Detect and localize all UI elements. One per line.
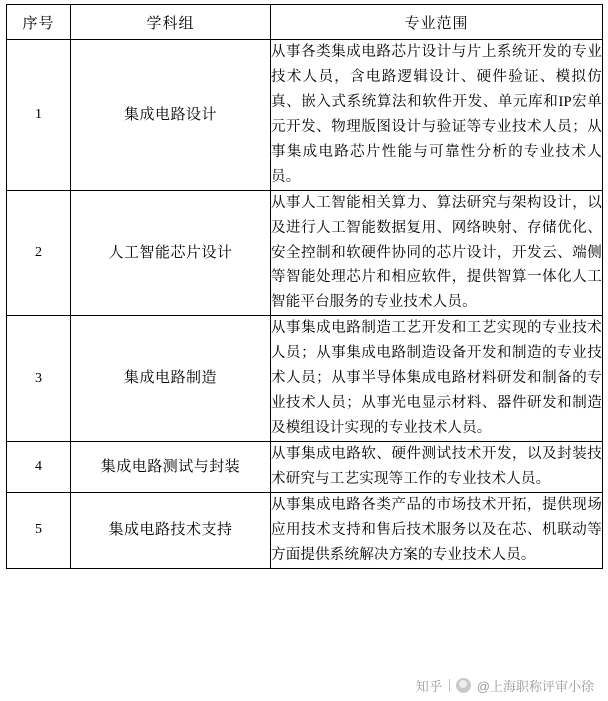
table-row: [7, 492, 603, 568]
row-group: 人工智能芯片设计: [71, 190, 271, 316]
row-scope: 从事各类集成电路芯片设计与片上系统开发的专业技术人员，含电路逻辑设计、硬件验证、模拟仿真、嵌入式系统算法和软件开发、单元库和IP宏单元开发、物理版图设计与验证等专业技术人员；从事集成电路芯片性能与可靠性分析的专业技术人员。: [271, 40, 603, 191]
row-number: 4: [7, 442, 71, 493]
row-group: 集成电路设计: [71, 40, 271, 191]
watermark: [0, 673, 608, 697]
discipline-scope-table: [6, 4, 603, 569]
column-header-group: 学科组: [71, 5, 271, 40]
row-group: 集成电路制造: [71, 316, 271, 442]
table-row: [7, 190, 603, 316]
row-scope: 从事集成电路软、硬件测试技术开发，以及封装技术研究与工艺实现等工作的专业技术人员。: [271, 442, 603, 493]
table-header-row: [7, 5, 603, 40]
row-number: 1: [7, 40, 71, 191]
avatar: [456, 678, 471, 693]
table-row: [7, 316, 603, 442]
row-group: 集成电路技术支持: [71, 492, 271, 568]
table-row: [7, 442, 603, 493]
row-scope: 从事人工智能相关算力、算法研究与架构设计，以及进行人工智能数据复用、网络映射、存储优化、安全控制和软硬件协同的芯片设计，开发云、端侧等智能处理芯片和相应软件，提供智算一体化人工智能平台服务的专业技术人员。: [271, 190, 603, 316]
table-row: [7, 40, 603, 191]
row-group: 集成电路测试与封装: [71, 442, 271, 493]
watermark-author: @上海职称评审小徐: [476, 678, 594, 694]
zhihu-logo: 知乎: [415, 678, 443, 694]
watermark-divider: [449, 679, 450, 692]
row-scope: 从事集成电路各类产品的市场技术开拓，提供现场应用技术支持和售后技术服务以及在芯、机联动等方面提供系统解决方案的专业技术人员。: [271, 492, 603, 568]
row-number: 2: [7, 190, 71, 316]
row-number: 3: [7, 316, 71, 442]
row-scope: 从事集成电路制造工艺开发和工艺实现的专业技术人员；从事集成电路制造设备开发和制造的专业技术人员；从事半导体集成电路材料研发和制备的专业技术人员；从事光电显示材料、器件研发和制造及模组设计实现的专业技术人员。: [271, 316, 603, 442]
column-header-no: 序号: [7, 5, 71, 40]
row-number: 5: [7, 492, 71, 568]
column-header-scope: 专业范围: [271, 5, 603, 40]
